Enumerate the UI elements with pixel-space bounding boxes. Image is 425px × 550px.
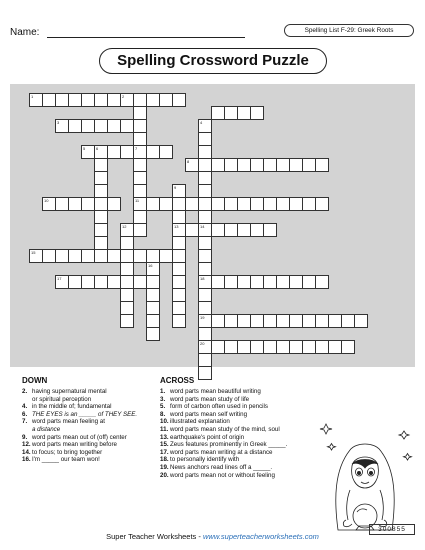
grid-cell[interactable] xyxy=(198,158,212,172)
name-line xyxy=(47,37,245,38)
clue-item xyxy=(160,403,320,411)
clue-text: word parts mean out of (off) center xyxy=(32,433,127,441)
grid-cell[interactable] xyxy=(94,236,108,250)
grid-cell[interactable] xyxy=(224,158,238,172)
grid-cell[interactable] xyxy=(289,197,303,211)
grid-cell[interactable] xyxy=(81,197,95,211)
cell-number: 3 xyxy=(57,120,60,125)
grid-cell[interactable] xyxy=(120,262,134,276)
clue-number xyxy=(22,426,32,434)
grid-cell[interactable] xyxy=(94,158,108,172)
clue-item xyxy=(22,426,162,434)
grid-cell[interactable] xyxy=(250,106,264,120)
grid-cell[interactable] xyxy=(315,197,329,211)
grid-cell[interactable] xyxy=(133,145,147,159)
clue-text: earthquake's point of origin xyxy=(170,433,245,441)
clue-number: 4. xyxy=(22,403,28,411)
clue-number: 16. xyxy=(22,456,31,464)
grid-cell[interactable] xyxy=(198,171,212,185)
grid-cell[interactable] xyxy=(107,275,121,289)
grid-cell[interactable] xyxy=(276,314,290,328)
grid-cell[interactable] xyxy=(133,132,147,146)
cell-number: 11 xyxy=(135,198,140,203)
grid-cell[interactable] xyxy=(211,106,225,120)
grid-cell[interactable] xyxy=(224,106,238,120)
grid-cell[interactable] xyxy=(198,119,212,133)
grid-cell[interactable] xyxy=(146,314,160,328)
grid-cell[interactable] xyxy=(94,249,108,263)
grid-cell[interactable] xyxy=(237,106,251,120)
grid-cell[interactable] xyxy=(172,262,186,276)
grid-cell[interactable] xyxy=(250,314,264,328)
grid-cell[interactable] xyxy=(107,93,121,107)
cell-number: 5 xyxy=(83,146,86,151)
grid-cell[interactable] xyxy=(133,223,147,237)
grid-cell[interactable] xyxy=(237,197,251,211)
grid-cell[interactable] xyxy=(94,119,108,133)
clue-item xyxy=(160,396,320,404)
clue-text: word parts mean self writing xyxy=(170,410,248,418)
name-label: Name: xyxy=(10,27,40,38)
grid-cell[interactable] xyxy=(198,327,212,341)
clue-text: word parts mean study of the mind, soul xyxy=(170,425,280,433)
clue-item xyxy=(22,388,162,396)
grid-cell[interactable] xyxy=(68,249,82,263)
grid-cell[interactable] xyxy=(172,288,186,302)
grid-cell[interactable] xyxy=(146,249,160,263)
grid-cell[interactable] xyxy=(263,223,277,237)
cell-number: 17 xyxy=(57,276,62,281)
clue-item xyxy=(160,426,320,434)
grid-cell[interactable] xyxy=(120,301,134,315)
grid-cell[interactable] xyxy=(120,145,134,159)
clue-item xyxy=(22,418,162,426)
grid-cell[interactable] xyxy=(276,158,290,172)
clue-text: word parts mean writing before xyxy=(32,441,117,449)
grid-cell[interactable] xyxy=(159,197,173,211)
grid-cell[interactable] xyxy=(107,119,121,133)
grid-cell[interactable] xyxy=(198,184,212,198)
grid-cell[interactable] xyxy=(276,275,290,289)
clue-text: to personally identify with xyxy=(170,456,240,464)
grid-cell[interactable] xyxy=(198,275,212,289)
grid-cell[interactable] xyxy=(120,236,134,250)
grid-cell[interactable] xyxy=(250,223,264,237)
clue-text: form of carbon often used in pencils xyxy=(170,403,269,411)
grid-cell[interactable] xyxy=(81,249,95,263)
page-title: Spelling Crossword Puzzle xyxy=(99,48,327,74)
grid-cell[interactable] xyxy=(172,275,186,289)
grid-cell[interactable] xyxy=(198,340,212,354)
grid-cell[interactable] xyxy=(55,275,69,289)
grid-cell[interactable] xyxy=(289,275,303,289)
clue-number: 18. xyxy=(160,456,169,464)
grid-cell[interactable] xyxy=(250,275,264,289)
grid-cell[interactable] xyxy=(198,236,212,250)
grid-cell[interactable] xyxy=(55,119,69,133)
grid-cell[interactable] xyxy=(198,145,212,159)
grid-cell[interactable] xyxy=(29,249,43,263)
cell-number: 6 xyxy=(96,146,99,151)
grid-cell[interactable] xyxy=(276,197,290,211)
clue-text: having supernatural mental xyxy=(32,388,107,395)
cell-number: 2 xyxy=(122,94,125,99)
grid-cell[interactable] xyxy=(185,158,199,172)
cell-number: 14 xyxy=(200,224,205,229)
grid-cell[interactable] xyxy=(146,275,160,289)
grid-cell[interactable] xyxy=(250,158,264,172)
grid-cell[interactable] xyxy=(224,340,238,354)
grid-cell[interactable] xyxy=(55,249,69,263)
clue-text: word parts mean study of life xyxy=(170,395,250,403)
grid-cell[interactable] xyxy=(172,184,186,198)
clue-number: 17. xyxy=(160,448,169,456)
grid-cell[interactable] xyxy=(185,223,199,237)
clue-number: 1. xyxy=(160,388,166,395)
grid-cell[interactable] xyxy=(94,210,108,224)
cell-number: 19 xyxy=(200,315,205,320)
grid-cell[interactable] xyxy=(133,119,147,133)
grid-cell[interactable] xyxy=(263,314,277,328)
grid-cell[interactable] xyxy=(198,197,212,211)
clue-text: word parts mean feeling at xyxy=(32,418,105,426)
clue-text: or spiritual perception xyxy=(32,395,92,403)
grid-cell[interactable] xyxy=(302,340,316,354)
clue-number: 2. xyxy=(22,388,28,395)
grid-cell[interactable] xyxy=(198,301,212,315)
grid-cell[interactable] xyxy=(133,106,147,120)
grid-cell[interactable] xyxy=(237,223,251,237)
clue-text: word parts mean writing at a distance xyxy=(170,448,273,456)
grid-cell[interactable] xyxy=(224,275,238,289)
clue-number: 7. xyxy=(22,418,28,426)
grid-cell[interactable] xyxy=(172,197,186,211)
grid-cell[interactable] xyxy=(172,210,186,224)
cell-number: 7 xyxy=(135,146,138,151)
grid-cell[interactable] xyxy=(237,275,251,289)
grid-cell[interactable] xyxy=(211,340,225,354)
clue-item xyxy=(160,441,320,449)
clue-text: to focus; to bring together xyxy=(32,448,103,456)
grid-cell[interactable] xyxy=(146,262,160,276)
grid-cell[interactable] xyxy=(354,314,368,328)
down-clues xyxy=(22,376,162,464)
grid-cell[interactable] xyxy=(237,340,251,354)
across-heading: ACROSS xyxy=(160,376,195,385)
cell-number: 4 xyxy=(200,120,203,125)
clue-number: 11. xyxy=(160,425,169,433)
grid-cell[interactable] xyxy=(133,275,147,289)
footer-brand: Super Teacher Worksheets xyxy=(106,532,197,541)
grid-cell[interactable] xyxy=(120,119,134,133)
clue-text: word parts mean beautiful writing xyxy=(170,388,261,395)
grid-cell[interactable] xyxy=(146,145,160,159)
grid-cell[interactable] xyxy=(211,158,225,172)
clue-item xyxy=(22,456,162,464)
grid-cell[interactable] xyxy=(328,340,342,354)
grid-cell[interactable] xyxy=(133,197,147,211)
grid-cell[interactable] xyxy=(120,288,134,302)
spelling-list-badge: Spelling List F-29: Greek Roots xyxy=(284,24,414,37)
grid-cell[interactable] xyxy=(133,171,147,185)
footer xyxy=(0,532,425,541)
grid-cell[interactable] xyxy=(172,301,186,315)
grid-cell[interactable] xyxy=(68,119,82,133)
clue-text: a distance xyxy=(32,425,61,433)
grid-cell[interactable] xyxy=(328,314,342,328)
clue-number: 13. xyxy=(160,433,169,441)
cell-number: 18 xyxy=(200,276,205,281)
grid-cell[interactable] xyxy=(107,145,121,159)
clue-text: I'm _____ our team won! xyxy=(32,456,100,464)
clue-number: 5. xyxy=(160,403,166,411)
clue-item xyxy=(160,456,320,464)
cell-number: 15 xyxy=(31,250,36,255)
grid-cell[interactable] xyxy=(42,249,56,263)
grid-cell[interactable] xyxy=(81,119,95,133)
grid-cell[interactable] xyxy=(172,314,186,328)
grid-cell[interactable] xyxy=(237,314,251,328)
cell-number: 12 xyxy=(122,224,127,229)
grid-cell[interactable] xyxy=(224,223,238,237)
clue-text: THE EYES is an _____ of THEY SEE. xyxy=(32,410,138,418)
clue-number: 8. xyxy=(160,410,166,418)
clue-item xyxy=(160,434,320,442)
clue-number: 6. xyxy=(22,410,28,418)
clue-number: 14. xyxy=(22,448,31,456)
clue-text: News anchors read lines off a _____. xyxy=(170,463,273,471)
grid-cell[interactable] xyxy=(120,275,134,289)
clue-number: 12. xyxy=(22,441,31,449)
grid-cell[interactable] xyxy=(107,197,121,211)
grid-cell[interactable] xyxy=(315,275,329,289)
grid-cell[interactable] xyxy=(94,223,108,237)
grid-cell[interactable] xyxy=(198,249,212,263)
grid-cell[interactable] xyxy=(263,197,277,211)
grid-cell[interactable] xyxy=(55,93,69,107)
grid-cell[interactable] xyxy=(302,158,316,172)
grid-cell[interactable] xyxy=(172,223,186,237)
clue-item xyxy=(22,403,162,411)
grid-cell[interactable] xyxy=(146,288,160,302)
clue-number: 19. xyxy=(160,463,169,471)
grid-cell[interactable] xyxy=(146,301,160,315)
down-clue-list xyxy=(22,388,162,464)
cell-number: 9 xyxy=(174,185,177,190)
grid-cell[interactable] xyxy=(146,327,160,341)
worksheet-id: 300855 xyxy=(369,524,415,535)
clue-item xyxy=(22,396,162,404)
clue-number: 9. xyxy=(22,433,28,441)
clue-item xyxy=(160,411,320,419)
grid-cell[interactable] xyxy=(55,197,69,211)
grid-cell[interactable] xyxy=(120,249,134,263)
clue-item xyxy=(22,411,162,419)
grid-cell[interactable] xyxy=(263,275,277,289)
grid-cell[interactable] xyxy=(289,158,303,172)
grid-cell[interactable] xyxy=(341,314,355,328)
clue-item xyxy=(160,464,320,472)
grid-cell[interactable] xyxy=(211,275,225,289)
clue-number: 3. xyxy=(160,395,166,403)
grid-cell[interactable] xyxy=(146,93,160,107)
across-clues xyxy=(160,376,320,479)
clue-item xyxy=(160,388,320,396)
grid-cell[interactable] xyxy=(211,197,225,211)
grid-cell[interactable] xyxy=(133,249,147,263)
grid-cell[interactable] xyxy=(133,158,147,172)
grid-cell[interactable] xyxy=(263,340,277,354)
grid-cell[interactable] xyxy=(198,262,212,276)
grid-cell[interactable] xyxy=(68,93,82,107)
grid-cell[interactable] xyxy=(120,223,134,237)
grid-cell[interactable] xyxy=(224,197,238,211)
clue-text: word parts mean not or without feeling xyxy=(170,471,275,479)
clue-number: 10. xyxy=(160,418,169,426)
grid-cell[interactable] xyxy=(250,340,264,354)
grid-cell[interactable] xyxy=(315,340,329,354)
clue-text: in the middle of; fundamental xyxy=(32,403,112,411)
grid-cell[interactable] xyxy=(42,197,56,211)
clue-item xyxy=(160,449,320,457)
grid-cell[interactable] xyxy=(289,340,303,354)
clue-item xyxy=(160,418,320,426)
grid-cell[interactable] xyxy=(159,93,173,107)
grid-cell[interactable] xyxy=(120,314,134,328)
clue-item xyxy=(22,434,162,442)
clue-item xyxy=(22,449,162,457)
grid-cell[interactable] xyxy=(159,145,173,159)
grid-cell[interactable] xyxy=(68,197,82,211)
cell-number: 1 xyxy=(31,94,34,99)
grid-cell[interactable] xyxy=(224,314,238,328)
grid-cell[interactable] xyxy=(172,249,186,263)
grid-cell[interactable] xyxy=(81,145,95,159)
grid-cell[interactable] xyxy=(263,158,277,172)
grid-cell[interactable] xyxy=(198,288,212,302)
grid-cell[interactable] xyxy=(198,314,212,328)
cell-number: 10 xyxy=(44,198,49,203)
grid-cell[interactable] xyxy=(29,93,43,107)
grid-cell[interactable] xyxy=(198,353,212,367)
grid-cell[interactable] xyxy=(302,314,316,328)
grid-cell[interactable] xyxy=(94,197,108,211)
footer-url-link[interactable]: www.superteacherworksheets.com xyxy=(202,532,319,541)
grid-cell[interactable] xyxy=(276,340,290,354)
grid-cell[interactable] xyxy=(94,93,108,107)
grid-cell[interactable] xyxy=(107,249,121,263)
grid-cell[interactable] xyxy=(94,184,108,198)
clue-item xyxy=(22,441,162,449)
grid-cell[interactable] xyxy=(341,340,355,354)
grid-cell[interactable] xyxy=(94,145,108,159)
grid-cell[interactable] xyxy=(159,249,173,263)
grid-cell[interactable] xyxy=(198,210,212,224)
clue-number xyxy=(22,396,32,404)
grid-cell[interactable] xyxy=(172,236,186,250)
down-heading: DOWN xyxy=(22,376,48,385)
crossword-puzzle xyxy=(10,84,415,367)
grid-cell[interactable] xyxy=(302,275,316,289)
cell-number: 8 xyxy=(187,159,190,164)
clue-text: Zeus features prominently in Greek _____. xyxy=(170,441,288,449)
grid-cell[interactable] xyxy=(237,158,251,172)
clue-text: illustrated explanation xyxy=(170,418,230,426)
across-clue-list xyxy=(160,388,320,479)
grid-cell[interactable] xyxy=(120,93,134,107)
grid-cell[interactable] xyxy=(211,314,225,328)
grid-cell[interactable] xyxy=(94,171,108,185)
cell-number: 20 xyxy=(200,341,205,346)
grid-cell[interactable] xyxy=(42,93,56,107)
cell-number: 13 xyxy=(174,224,179,229)
grid-cell[interactable] xyxy=(315,158,329,172)
grid-cell[interactable] xyxy=(172,93,186,107)
grid-cell[interactable] xyxy=(198,132,212,146)
grid-cell[interactable] xyxy=(133,210,147,224)
grid-cell[interactable] xyxy=(302,197,316,211)
grid-cell[interactable] xyxy=(289,314,303,328)
grid-cell[interactable] xyxy=(68,275,82,289)
grid-cell[interactable] xyxy=(185,197,199,211)
grid-cell[interactable] xyxy=(146,197,160,211)
footer-separator: - xyxy=(196,532,203,541)
clue-item xyxy=(160,472,320,480)
grid-cell[interactable] xyxy=(81,275,95,289)
grid-cell[interactable] xyxy=(94,275,108,289)
clue-number: 15. xyxy=(160,441,169,449)
grid-cell[interactable] xyxy=(133,93,147,107)
clue-number: 20. xyxy=(160,471,169,479)
grid-cell[interactable] xyxy=(250,197,264,211)
grid-cell[interactable] xyxy=(198,223,212,237)
cell-number: 16 xyxy=(148,263,153,268)
grid-cell[interactable] xyxy=(81,93,95,107)
grid-cell[interactable] xyxy=(211,223,225,237)
grid-cell[interactable] xyxy=(133,184,147,198)
wizard-illustration xyxy=(316,420,414,536)
grid-cell[interactable] xyxy=(315,314,329,328)
